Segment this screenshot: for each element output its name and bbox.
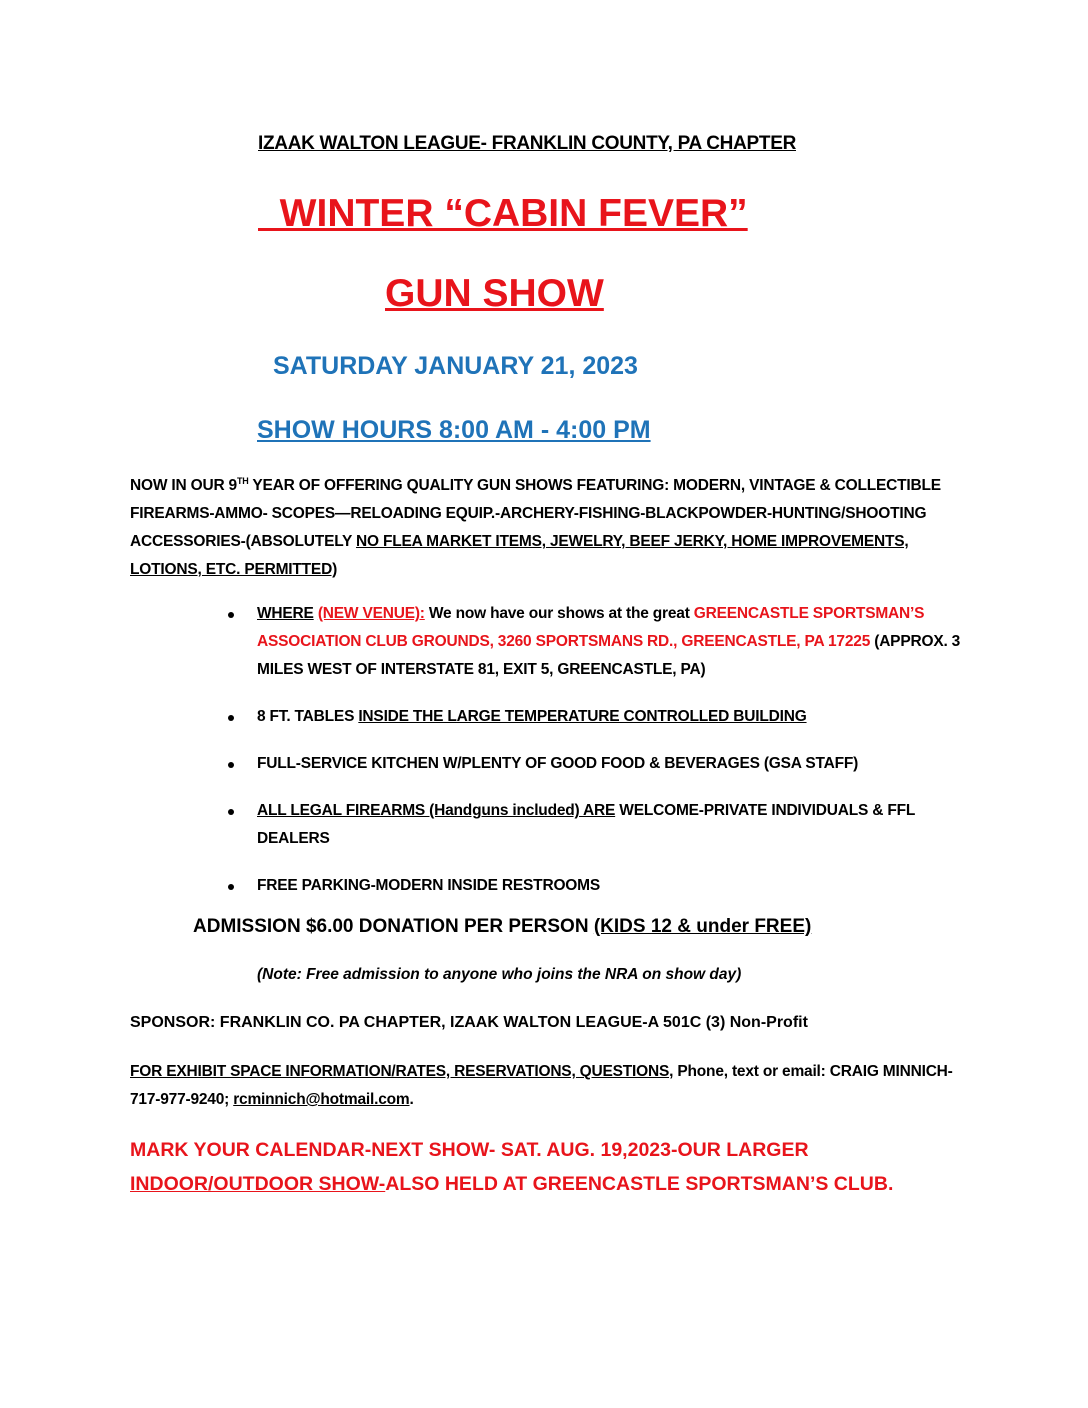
list-item-kitchen: FULL-SERVICE KITCHEN W/PLENTY OF GOOD FOOD & BEVERAGES (GSA STAFF) [228, 750, 968, 778]
new-venue-label: (NEW VENUE): [317, 605, 425, 622]
show-date: SATURDAY JANUARY 21, 2023 [273, 352, 638, 380]
list-item-tables: 8 FT. TABLES INSIDE THE LARGE TEMPERATURE CONTROLLED BUILDING [228, 703, 968, 731]
restrictions-text: NO FLEA MARKET ITEMS, JEWELRY, BEEF JERKY, HOME IMPROVEMENTS, LOTIONS, ETC. PERMITTED) [130, 533, 909, 578]
feature-list [228, 600, 968, 900]
sponsor-line: SPONSOR: FRANKLIN CO. PA CHAPTER, IZAAK WALTON LEAGUE-A 501C (3) Non-Profit [130, 1014, 808, 1031]
bullet-icon [228, 884, 234, 890]
nra-note: (Note: Free admission to anyone who joins the NRA on show day) [257, 966, 742, 983]
bullet-icon [228, 762, 234, 768]
next-show-notice: MARK YOUR CALENDAR-NEXT SHOW- SAT. AUG. 19,2023-OUR LARGER INDOOR/OUTDOOR SHOW-ALSO HELD AT GREENCASTLE SPORTSMAN’S CLUB. [130, 1139, 894, 1195]
header-title: IZAAK WALTON LEAGUE- FRANKLIN COUNTY, PA CHAPTER [258, 133, 796, 154]
intro-paragraph: NOW IN OUR 9TH YEAR OF OFFERING QUALITY GUN SHOWS FEATURING: MODERN, VINTAGE & COLLECTIBLE FIREARMS-AMMO- SCOPES—RELOADING EQUIP.-ARCHERY-FISHING-BLACKPOWDER-HUNTING/SHOOTING ACCESSORIES-(ABSOLUTELY NO FLEA MARKET ITEMS, JEWELRY, BEEF JERKY, HOME IMPROVEMENTS, LOTIONS, ETC. PERMITTED) [130, 475, 941, 578]
list-item-parking: FREE PARKING-MODERN INSIDE RESTROOMS [228, 872, 968, 900]
exhibit-info: FOR EXHIBIT SPACE INFORMATION/RATES, RESERVATIONS, QUESTIONS, Phone, text or email: CRAIG MINNICH-717-977-9240; rcminnich@hotmail.com. [130, 1063, 953, 1108]
title-gun-show: GUN SHOW [385, 272, 604, 315]
list-item-where: WHERE (NEW VENUE): We now have our shows at the great GREENCASTLE SPORTSMAN’S ASSOCIATION CLUB GROUNDS, 3260 SPORTSMANS RD., GREENCASTLE, PA 17225 (APPROX. 3 MILES WEST OF INTERSTATE 81, EXIT 5, GREENCASTLE, PA) [228, 600, 968, 684]
email-link[interactable]: rcminnich@hotmail.com [233, 1091, 410, 1108]
venue-address: GREENCASTLE SPORTSMAN’S ASSOCIATION CLUB GROUNDS, 3260 SPORTSMANS RD., GREENCASTLE, PA 17225 [257, 605, 925, 650]
title-winter-cabin-fever: WINTER “CABIN FEVER” [258, 192, 748, 235]
admission-line: ADMISSION $6.00 DONATION PER PERSON (KIDS 12 & under FREE) [193, 916, 812, 937]
bullet-icon [228, 715, 234, 721]
bullet-icon [228, 809, 234, 815]
list-item-firearms: ALL LEGAL FIREARMS (Handguns included) ARE WELCOME-PRIVATE INDIVIDUALS & FFL DEALERS [228, 797, 968, 853]
show-hours: SHOW HOURS 8:00 AM - 4:00 PM [257, 416, 651, 444]
bullet-icon [228, 612, 234, 618]
